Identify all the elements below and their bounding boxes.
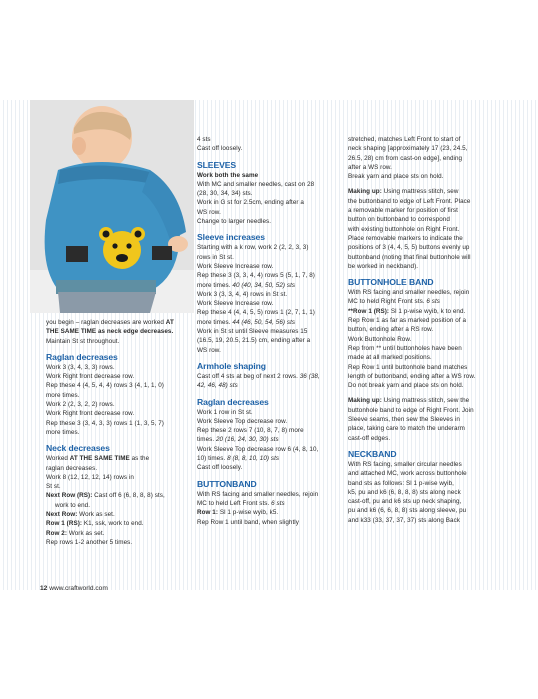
stitch-count: 42, 46, 48) sts: [197, 382, 238, 390]
text-line: Rep these 2 rows 7 (10, 8, 7, 8) more: [197, 427, 304, 435]
text-line: Work Sleeve Increase row.: [197, 300, 274, 308]
column-1: [46, 318, 196, 547]
text-line: Rep Row 1 as far as marked position of a: [348, 317, 467, 325]
text-line: Change to larger needles.: [197, 218, 272, 226]
text-line: raglan decreases.: [46, 464, 98, 472]
text-line: Work Sleeve Increase row.: [197, 262, 274, 270]
stitch-count: 6 sts: [271, 499, 285, 507]
text-line: length of buttonband, ending after a WS row.: [348, 372, 476, 380]
row-text: Work as set.: [77, 511, 115, 519]
text-span: more times.: [197, 318, 233, 326]
text-line: Work 3 (3, 3, 4, 4) rows in St st.: [197, 290, 288, 298]
text-line: and k33 (33, 37, 37, 37) sts along Back: [348, 516, 461, 524]
heading-raglan-decreases-sleeve: Raglan decreases: [197, 396, 269, 407]
text-line: button, ending after a RS row.: [348, 326, 434, 334]
text-line: Work 1 row in St st.: [197, 408, 253, 416]
text-line: with existing buttonhole on Right Front.: [348, 225, 460, 233]
text-line: the buttonband to edge of Left Front. Place: [348, 197, 471, 205]
text-line: be worked in neckband).: [348, 262, 419, 270]
text-line: rows in St st.: [197, 253, 234, 261]
text-line: Rep rows 1-2 another 5 times.: [46, 538, 133, 546]
text-line: With RS facing and smaller needles, rejoin: [348, 289, 470, 297]
column-3: [348, 135, 500, 525]
stitch-count: 6 sts: [426, 298, 441, 306]
text-line: after a WS row.: [348, 163, 392, 171]
row-label: Row 1:: [197, 509, 219, 517]
heading-armhole-shaping: Armhole shaping: [197, 360, 266, 371]
text-line: button on buttonband to correspond: [348, 216, 450, 224]
stitch-count: 20 (16, 24, 30, 30) sts: [215, 436, 279, 444]
text-span: MC to held Left Front sts.: [197, 499, 272, 507]
text-span: Using mattress stitch, sew the: [381, 397, 470, 405]
text-line: Break yarn and place sts on hold.: [348, 173, 444, 181]
text-line: made at all marked positions.: [348, 354, 432, 362]
text-span: more times.: [197, 281, 233, 289]
intro-line: Maintain St st throughout.: [46, 337, 120, 345]
row-label: Next Row:: [46, 511, 78, 519]
intro-bold: AT: [165, 319, 174, 326]
row-label: **Row 1 (RS):: [348, 307, 390, 315]
heading-neck-decreases: Neck decreases: [46, 443, 110, 454]
heading-raglan-decreases: Raglan decreases: [46, 351, 118, 362]
stitch-count: 40 (40, 34, 50, 52) sts: [232, 281, 296, 289]
text-line: positions of 3 (4, 4, 5, 5) buttons evenly up: [348, 244, 470, 252]
text-line: more times.: [46, 428, 80, 436]
text-line: Work 3 (3, 4, 3, 3) rows.: [46, 363, 115, 371]
making-up-label: Making up:: [348, 188, 382, 196]
text-line: WS row.: [197, 208, 221, 216]
text-line: cast-off, pu and k6 sts up neck shaping,: [348, 498, 462, 506]
heading-buttonband: BUTTONBAND: [197, 478, 257, 489]
website-link[interactable]: www.craftworld.com: [49, 585, 108, 592]
text-line: band sts as follows: Sl 1 p-wise wyib,: [348, 479, 454, 487]
text-span: MC to held Right Front sts.: [348, 298, 427, 306]
text-line: more times.: [46, 391, 80, 399]
stitch-count: 36 (38,: [299, 372, 320, 380]
text-line: Work in St st until Sleeve measures 15: [197, 328, 308, 336]
heading-buttonhole-band: BUTTONHOLE BAND: [348, 277, 434, 288]
text-line: buttonhole band to edge of Right Front. Join: [348, 406, 474, 414]
text-line: St st.: [46, 483, 61, 491]
bold-span: AT THE SAME TIME: [69, 455, 130, 463]
text-line: Rep from ** until buttonholes have been: [348, 344, 462, 352]
page-number: 12: [40, 585, 48, 592]
text-line: Work in G st for 2.5cm, ending after a: [197, 199, 304, 207]
text-line: Cast off loosely.: [197, 145, 243, 153]
heading-neckband: NECKBAND: [348, 448, 397, 459]
row-text: Cast off 6 (6, 8, 8, 8) sts,: [92, 492, 165, 500]
text-line: Cast off loosely.: [197, 464, 243, 472]
text-line: With RS facing and smaller needles, rejoin: [197, 490, 319, 498]
text-line: Work Sleeve Top decrease row.: [197, 417, 288, 425]
row-text: K1, ssk, work to end.: [82, 520, 144, 528]
column-2: [197, 135, 347, 527]
text-line: pu and k6 (6, 6, 8, 8) sts along sleeve, pu: [348, 507, 467, 515]
baby-cardigan-photo: [30, 100, 194, 313]
text-line: Place removable markers to indicate the: [348, 234, 463, 242]
text-line: WS row.: [197, 346, 221, 354]
row-label: Row 2:: [46, 529, 68, 537]
row-text: Sl 1 p-wise wyib, k5.: [218, 509, 279, 517]
intro-line: you begin – raglan decreases are worked: [46, 319, 164, 326]
text-line: neck shaping [approximately 17 (23, 24.5,: [348, 145, 468, 153]
stitch-count: 44 (46, 50, 54, 56) sts: [232, 318, 296, 326]
baby-illustration: [30, 100, 194, 313]
text-line: Work Right front decrease row.: [46, 373, 135, 381]
text-line: (16.5, 19, 20.5, 21.5) cm, ending after a: [197, 337, 311, 345]
text-line: a removable marker for position of first: [348, 207, 458, 215]
text-line: place, taking care to match the underarm: [348, 425, 465, 433]
text-line: k5, pu and k6 (6, 8, 8, 8) sts along neck: [348, 488, 461, 496]
text-span: Worked: [46, 455, 70, 463]
text-line: With RS facing, smaller circular needles: [348, 460, 462, 468]
text-line: Work Buttonhole Row.: [348, 335, 412, 343]
text-line: (28, 30, 34, 34) sts.: [197, 190, 253, 198]
heading-sleeve-increases: Sleeve increases: [197, 232, 265, 243]
text-line: work to end.: [55, 501, 91, 509]
stitch-count: 8 (8, 8, 10, 10) sts: [227, 455, 280, 463]
text-line: stretched, matches Left Front to start of: [348, 136, 461, 143]
text-span: Using mattress stitch, sew: [381, 188, 459, 196]
text-line: and attached MC, work across buttonhole: [348, 470, 467, 478]
row-label: Next Row (RS):: [46, 492, 93, 500]
intro-line: THE SAME TIME as neck edge decreases.: [46, 328, 174, 336]
text-line: Rep these 3 (3, 4, 3, 3) rows 1 (1, 3, 5, 7): [46, 419, 164, 427]
text-line: Work 2 (2, 3, 2, 2) rows.: [46, 401, 115, 409]
heading-sleeves: SLEEVES: [197, 159, 237, 170]
text-line: With MC and smaller needles, cast on 28: [197, 180, 315, 188]
text-span: times.: [197, 436, 216, 444]
text-line: Rep these 4 (4, 5, 4, 4) rows 3 (4, 1, 1, 0): [46, 382, 164, 390]
text-line: cast-off edges.: [348, 434, 391, 442]
text-line: Do not break yarn and place sts on hold.: [348, 382, 464, 390]
text-line: Work Sleeve Top decrease row 6 (4, 8, 10,: [197, 445, 319, 453]
text-line: Rep these 3 (3, 3, 4, 4) rows 5 (5, 1, 7, 8): [197, 272, 315, 280]
row-label: Row 1 (RS):: [46, 520, 83, 528]
text-span: Cast off 4 sts at beg of next 2 rows.: [197, 372, 300, 380]
text-line: Work Right front decrease row.: [46, 410, 135, 418]
row-text: Sl 1 p-wise wyib, k to end.: [389, 307, 466, 315]
page-footer: [40, 585, 108, 592]
text-line: buttonband (noting that final buttonhole will: [348, 253, 471, 261]
text-line: Rep these 4 (4, 4, 5, 5) rows 1 (2, 7, 1, 1): [197, 309, 315, 317]
text-line: Work 8 (12, 12, 12, 14) rows in: [46, 473, 134, 481]
subheading: Work both the same: [197, 171, 259, 179]
making-up-label: Making up:: [348, 397, 382, 405]
text-line: Rep Row 1 until band, when slightly: [197, 518, 299, 526]
text-line: Sleeve seams, then sew the Sleeves in: [348, 416, 460, 424]
text-line: Starting with a k row, work 2 (2, 2, 3, 3): [197, 244, 309, 252]
row-text: Work as set.: [67, 529, 105, 537]
text-span: as the: [129, 455, 150, 463]
text-span: 10) times.: [197, 455, 228, 463]
text-line: 4 sts: [197, 136, 211, 143]
text-line: Rep Row 1 until buttonhole band matches: [348, 363, 468, 371]
text-line: 26.5, 28) cm from cast-on edge], ending: [348, 154, 463, 162]
